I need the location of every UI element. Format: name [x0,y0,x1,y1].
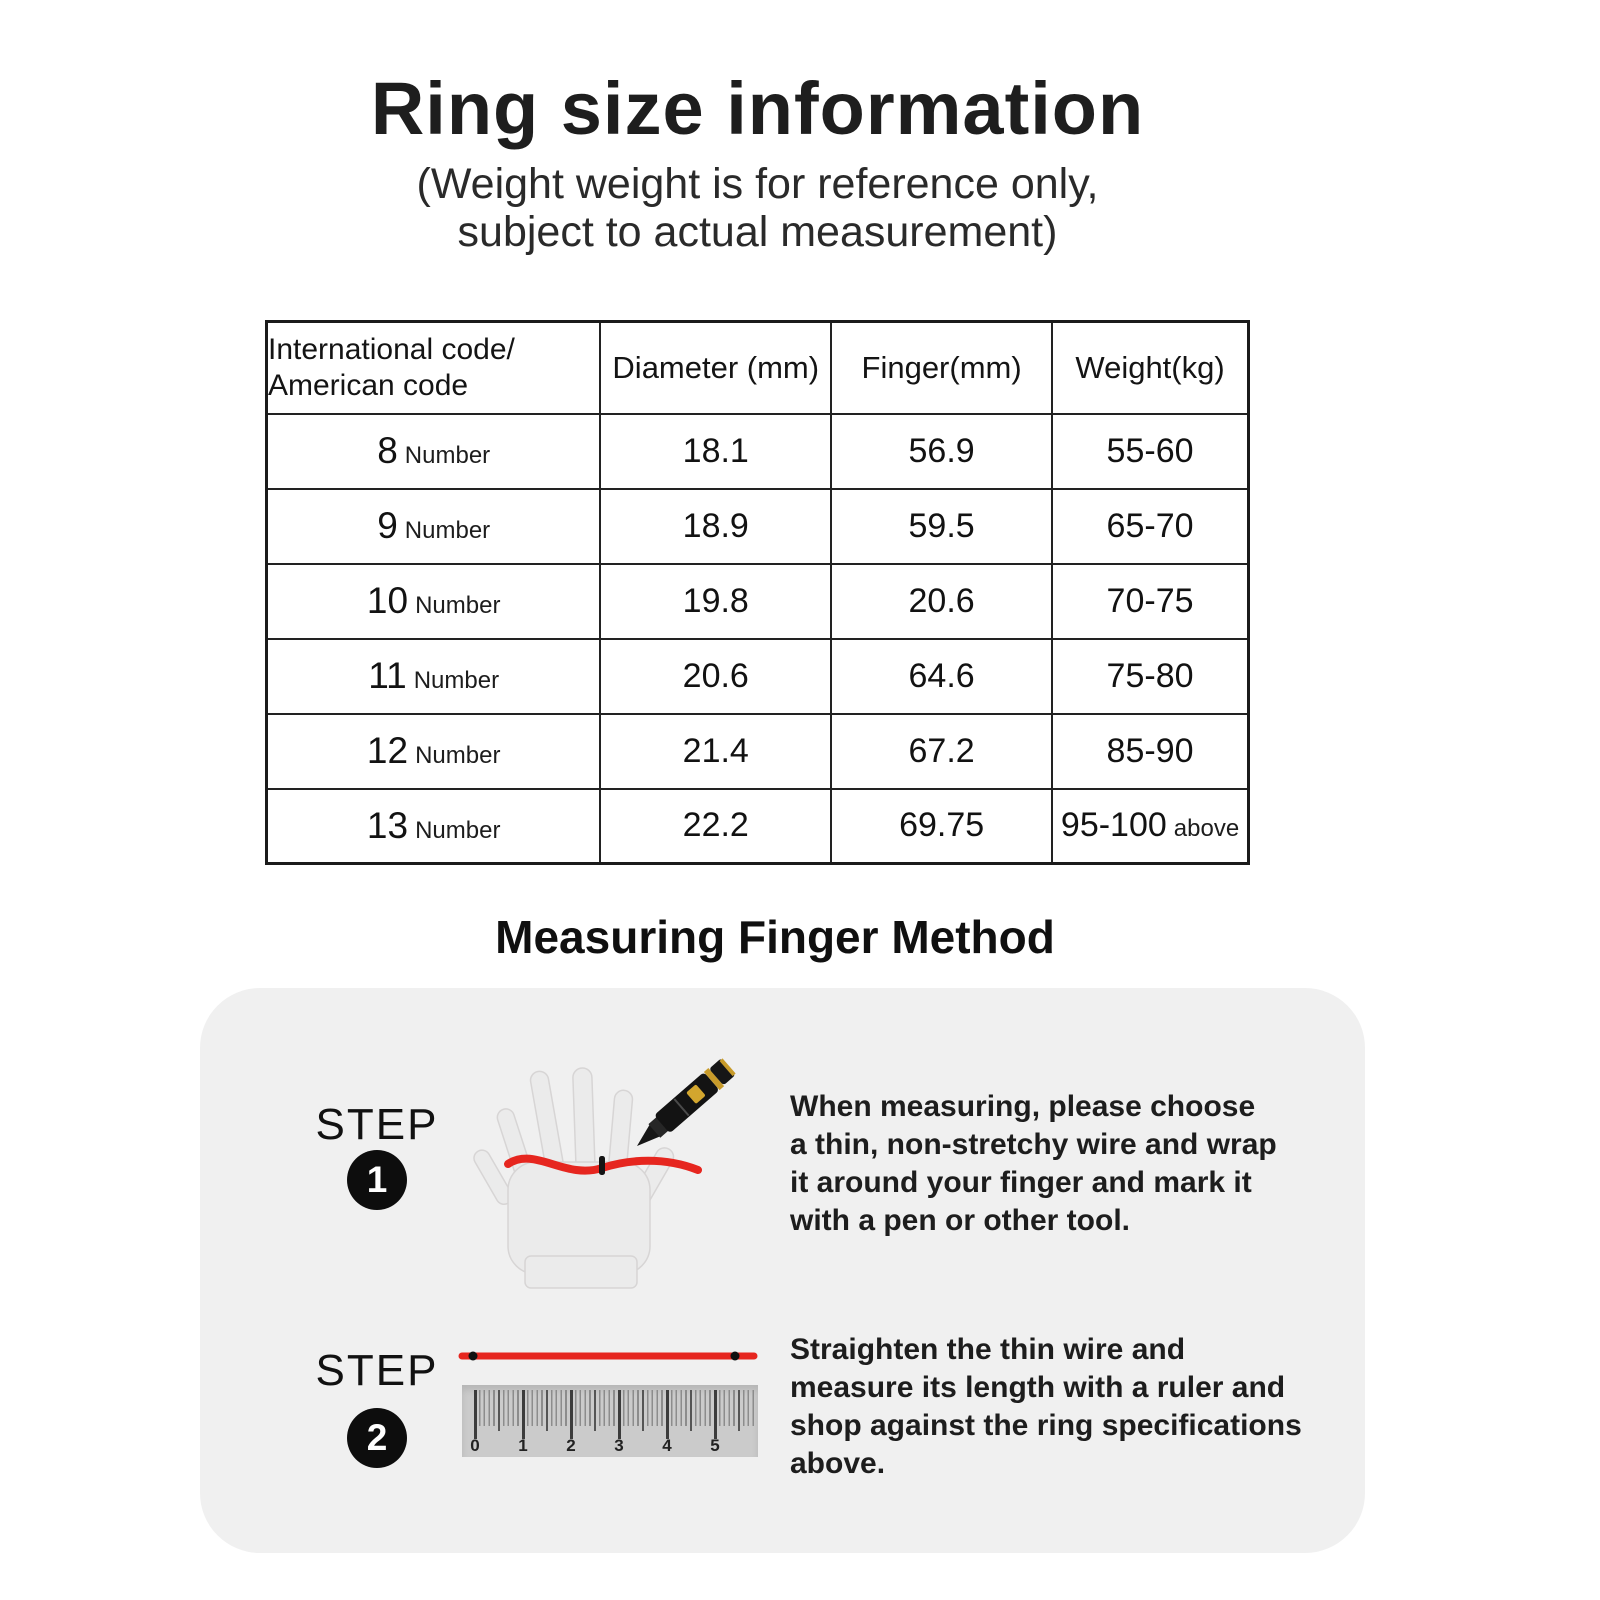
step-2-instructions: Straighten the thin wire and measure its length with a ruler and shop against the ring specifications above. [790,1333,1302,1480]
code-cell: 10 Number [267,564,601,639]
diameter-cell: 20.6 [600,639,831,714]
diameter-cell: 21.4 [600,714,831,789]
diameter-cell: 19.8 [600,564,831,639]
weight-cell: 55-60 [1052,414,1248,489]
diameter-cell: 18.1 [600,414,831,489]
step-1-instructions: When measuring, please choose a thin, non-stretchy wire and wrap it around your finger and mark it with a pen or other tool. [790,1090,1277,1237]
step-1-number: 1 [366,1159,388,1200]
ruler-number: 4 [662,1436,672,1455]
table-row [267,414,1249,489]
weight-cell: 95-100 above [1052,789,1248,864]
table-row [267,714,1249,789]
diameter-cell: 22.2 [600,789,831,864]
subtitle-line-1: (Weight weight is for reference only, [416,160,1099,208]
col-header-weight: Weight(kg) [1052,322,1248,414]
page-subtitle [0,160,1515,256]
weight-cell: 65-70 [1052,489,1248,564]
table-row [267,789,1249,864]
code-cell: 13 Number [267,789,601,864]
col-header-code: International code/ American code [267,322,601,414]
diameter-cell: 18.9 [600,489,831,564]
finger-cell: 59.5 [831,489,1052,564]
step-1-label: STEP [315,1100,439,1149]
page-title: Ring size information [370,67,1145,150]
step-1-badge [347,1150,407,1210]
straightened-wire-icon [456,1348,760,1364]
finger-cell: 69.75 [831,789,1052,864]
step-2-badge [347,1408,407,1468]
weight-cell: 70-75 [1052,564,1248,639]
hand-measure-illustration [430,1028,760,1290]
ruler-number: 0 [470,1436,480,1455]
step-2-number: 2 [366,1417,388,1458]
ruler-icon [462,1385,758,1457]
ruler-number: 5 [710,1436,720,1455]
method-panel [200,988,1365,1553]
subtitle-line-2: subject to actual measurement) [457,208,1058,256]
hand-icon [471,1068,677,1288]
table-row [267,564,1249,639]
code-cell: 11 Number [267,639,601,714]
finger-cell: 20.6 [831,564,1052,639]
finger-cell: 64.6 [831,639,1052,714]
weight-cell: 85-90 [1052,714,1248,789]
col-header-diameter: Diameter (mm) [600,322,831,414]
code-cell: 8 Number [267,414,601,489]
code-cell: 12 Number [267,714,601,789]
finger-cell: 56.9 [831,414,1052,489]
table-row [267,639,1249,714]
header-row [267,322,1249,414]
ring-size-table [265,320,1250,865]
code-cell: 9 Number [267,489,601,564]
weight-cell: 75-80 [1052,639,1248,714]
ruler-number: 2 [566,1436,576,1455]
ruler-number: 3 [614,1436,624,1455]
method-heading: Measuring Finger Method [495,911,1055,963]
col-header-finger: Finger(mm) [831,322,1052,414]
finger-cell: 67.2 [831,714,1052,789]
table-row [267,489,1249,564]
marker-pen-icon [629,1057,737,1155]
ruler-number: 1 [518,1436,528,1455]
step-2-label: STEP [315,1346,439,1395]
ruler-fine-ticks [474,1390,754,1426]
pen-mark-icon [599,1156,605,1175]
